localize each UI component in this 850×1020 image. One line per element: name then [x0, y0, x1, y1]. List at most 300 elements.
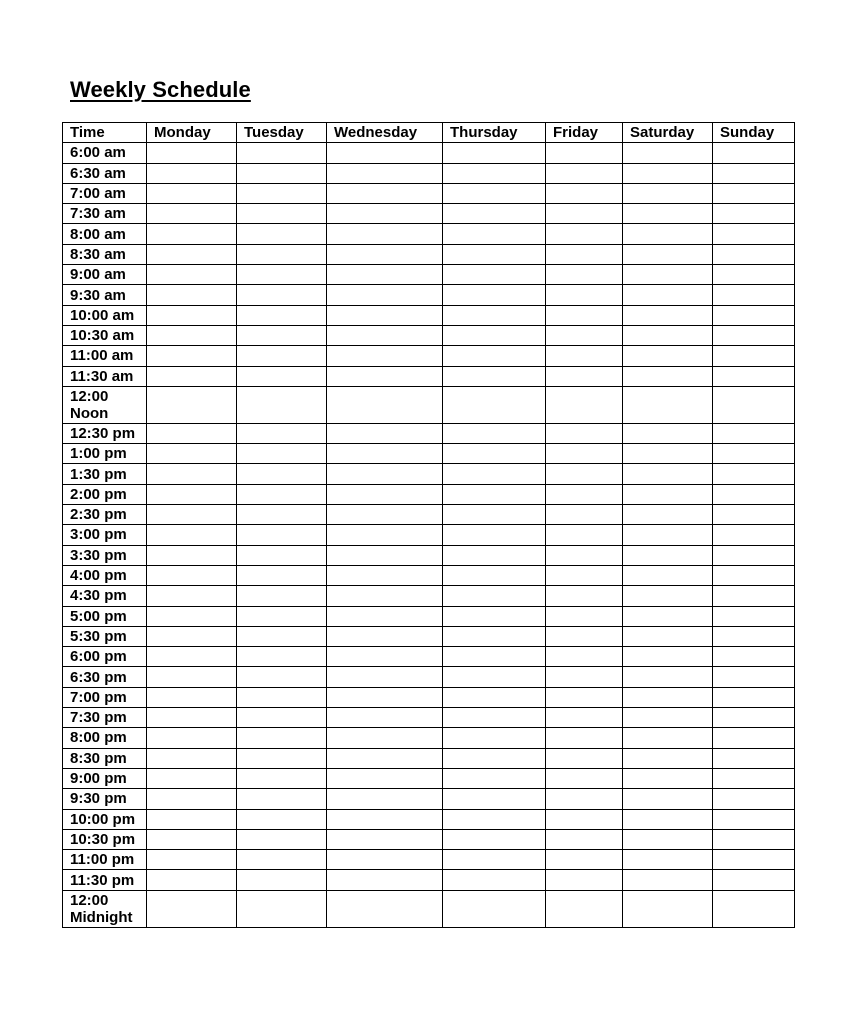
schedule-cell-friday[interactable]	[546, 183, 623, 203]
schedule-cell-tuesday[interactable]	[237, 183, 327, 203]
header-row	[63, 123, 795, 143]
schedule-cell-sunday[interactable]	[713, 809, 795, 829]
time-slot-label: 4:30 pm	[63, 586, 147, 606]
schedule-cell-wednesday[interactable]	[327, 565, 443, 585]
schedule-cell-tuesday[interactable]	[237, 505, 327, 525]
schedule-cell-wednesday[interactable]	[327, 305, 443, 325]
schedule-cell-thursday[interactable]	[443, 565, 546, 585]
schedule-cell-monday[interactable]	[147, 244, 237, 264]
schedule-cell-sunday[interactable]	[713, 565, 795, 585]
schedule-cell-saturday[interactable]	[623, 870, 713, 890]
schedule-cell-sunday[interactable]	[713, 265, 795, 285]
schedule-cell-saturday[interactable]	[623, 244, 713, 264]
schedule-row	[63, 444, 795, 464]
schedule-row	[63, 667, 795, 687]
schedule-cell-monday[interactable]	[147, 204, 237, 224]
schedule-cell-monday[interactable]	[147, 183, 237, 203]
schedule-cell-monday[interactable]	[147, 525, 237, 545]
schedule-cell-friday[interactable]	[546, 423, 623, 443]
schedule-cell-thursday[interactable]	[443, 204, 546, 224]
schedule-cell-saturday[interactable]	[623, 565, 713, 585]
schedule-cell-sunday[interactable]	[713, 606, 795, 626]
schedule-cell-tuesday[interactable]	[237, 386, 327, 423]
schedule-cell-saturday[interactable]	[623, 687, 713, 707]
schedule-row	[63, 183, 795, 203]
schedule-cell-monday[interactable]	[147, 667, 237, 687]
schedule-cell-wednesday[interactable]	[327, 626, 443, 646]
schedule-cell-saturday[interactable]	[623, 464, 713, 484]
schedule-cell-monday[interactable]	[147, 728, 237, 748]
time-slot-label: 11:30 pm	[63, 870, 147, 890]
schedule-cell-monday[interactable]	[147, 464, 237, 484]
schedule-cell-saturday[interactable]	[623, 265, 713, 285]
schedule-cell-thursday[interactable]	[443, 748, 546, 768]
schedule-cell-monday[interactable]	[147, 224, 237, 244]
schedule-cell-sunday[interactable]	[713, 143, 795, 163]
schedule-cell-wednesday[interactable]	[327, 606, 443, 626]
schedule-cell-monday[interactable]	[147, 626, 237, 646]
schedule-cell-thursday[interactable]	[443, 708, 546, 728]
schedule-cell-tuesday[interactable]	[237, 890, 327, 927]
schedule-cell-saturday[interactable]	[623, 829, 713, 849]
schedule-cell-monday[interactable]	[147, 545, 237, 565]
schedule-cell-monday[interactable]	[147, 748, 237, 768]
schedule-cell-monday[interactable]	[147, 890, 237, 927]
schedule-cell-sunday[interactable]	[713, 285, 795, 305]
schedule-cell-friday[interactable]	[546, 163, 623, 183]
schedule-cell-tuesday[interactable]	[237, 143, 327, 163]
schedule-cell-friday[interactable]	[546, 305, 623, 325]
schedule-cell-thursday[interactable]	[443, 325, 546, 345]
schedule-cell-saturday[interactable]	[623, 183, 713, 203]
schedule-cell-friday[interactable]	[546, 204, 623, 224]
schedule-cell-wednesday[interactable]	[327, 505, 443, 525]
page-title: Weekly Schedule	[70, 77, 251, 102]
schedule-cell-wednesday[interactable]	[327, 484, 443, 504]
schedule-cell-sunday[interactable]	[713, 444, 795, 464]
schedule-cell-tuesday[interactable]	[237, 346, 327, 366]
schedule-cell-sunday[interactable]	[713, 626, 795, 646]
schedule-cell-saturday[interactable]	[623, 606, 713, 626]
schedule-cell-sunday[interactable]	[713, 423, 795, 443]
schedule-cell-thursday[interactable]	[443, 586, 546, 606]
schedule-cell-tuesday[interactable]	[237, 748, 327, 768]
schedule-cell-monday[interactable]	[147, 850, 237, 870]
schedule-cell-thursday[interactable]	[443, 809, 546, 829]
schedule-cell-monday[interactable]	[147, 708, 237, 728]
schedule-cell-monday[interactable]	[147, 325, 237, 345]
schedule-cell-thursday[interactable]	[443, 606, 546, 626]
schedule-cell-monday[interactable]	[147, 305, 237, 325]
schedule-cell-saturday[interactable]	[623, 667, 713, 687]
schedule-row	[63, 423, 795, 443]
schedule-cell-friday[interactable]	[546, 224, 623, 244]
time-slot-label: 9:30 pm	[63, 789, 147, 809]
schedule-cell-sunday[interactable]	[713, 789, 795, 809]
schedule-cell-friday[interactable]	[546, 829, 623, 849]
schedule-cell-thursday[interactable]	[443, 545, 546, 565]
schedule-cell-saturday[interactable]	[623, 346, 713, 366]
schedule-cell-monday[interactable]	[147, 386, 237, 423]
schedule-cell-wednesday[interactable]	[327, 285, 443, 305]
schedule-cell-friday[interactable]	[546, 545, 623, 565]
schedule-cell-friday[interactable]	[546, 870, 623, 890]
schedule-cell-thursday[interactable]	[443, 647, 546, 667]
schedule-cell-thursday[interactable]	[443, 285, 546, 305]
schedule-cell-wednesday[interactable]	[327, 647, 443, 667]
schedule-cell-thursday[interactable]	[443, 163, 546, 183]
schedule-row	[63, 748, 795, 768]
schedule-cell-saturday[interactable]	[623, 525, 713, 545]
schedule-cell-wednesday[interactable]	[327, 423, 443, 443]
schedule-cell-friday[interactable]	[546, 444, 623, 464]
schedule-cell-sunday[interactable]	[713, 850, 795, 870]
schedule-cell-friday[interactable]	[546, 626, 623, 646]
schedule-cell-sunday[interactable]	[713, 183, 795, 203]
schedule-cell-sunday[interactable]	[713, 525, 795, 545]
schedule-cell-saturday[interactable]	[623, 484, 713, 504]
schedule-cell-saturday[interactable]	[623, 809, 713, 829]
schedule-cell-tuesday[interactable]	[237, 789, 327, 809]
schedule-cell-tuesday[interactable]	[237, 204, 327, 224]
schedule-cell-wednesday[interactable]	[327, 850, 443, 870]
schedule-cell-monday[interactable]	[147, 586, 237, 606]
schedule-cell-friday[interactable]	[546, 565, 623, 585]
schedule-cell-saturday[interactable]	[623, 789, 713, 809]
time-slot-label: 9:00 pm	[63, 768, 147, 788]
schedule-cell-wednesday[interactable]	[327, 545, 443, 565]
schedule-cell-monday[interactable]	[147, 505, 237, 525]
schedule-cell-thursday[interactable]	[443, 728, 546, 748]
schedule-cell-wednesday[interactable]	[327, 890, 443, 927]
schedule-cell-wednesday[interactable]	[327, 728, 443, 748]
schedule-cell-friday[interactable]	[546, 366, 623, 386]
schedule-cell-wednesday[interactable]	[327, 809, 443, 829]
schedule-cell-thursday[interactable]	[443, 224, 546, 244]
schedule-cell-thursday[interactable]	[443, 505, 546, 525]
schedule-cell-tuesday[interactable]	[237, 265, 327, 285]
schedule-cell-wednesday[interactable]	[327, 444, 443, 464]
schedule-cell-tuesday[interactable]	[237, 647, 327, 667]
schedule-cell-saturday[interactable]	[623, 728, 713, 748]
time-slot-label: 12:00 Noon	[63, 386, 147, 423]
schedule-cell-wednesday[interactable]	[327, 525, 443, 545]
schedule-cell-saturday[interactable]	[623, 444, 713, 464]
schedule-cell-monday[interactable]	[147, 423, 237, 443]
schedule-cell-friday[interactable]	[546, 325, 623, 345]
schedule-cell-sunday[interactable]	[713, 484, 795, 504]
schedule-cell-wednesday[interactable]	[327, 224, 443, 244]
schedule-row	[63, 525, 795, 545]
schedule-cell-thursday[interactable]	[443, 484, 546, 504]
schedule-cell-tuesday[interactable]	[237, 244, 327, 264]
time-slot-label: 11:30 am	[63, 366, 147, 386]
schedule-cell-wednesday[interactable]	[327, 386, 443, 423]
schedule-cell-wednesday[interactable]	[327, 829, 443, 849]
schedule-cell-thursday[interactable]	[443, 687, 546, 707]
schedule-cell-thursday[interactable]	[443, 525, 546, 545]
time-slot-label: 10:00 pm	[63, 809, 147, 829]
schedule-cell-tuesday[interactable]	[237, 728, 327, 748]
schedule-row	[63, 626, 795, 646]
time-slot-label: 10:00 am	[63, 305, 147, 325]
schedule-cell-thursday[interactable]	[443, 667, 546, 687]
schedule-row	[63, 890, 795, 927]
schedule-row	[63, 163, 795, 183]
schedule-cell-friday[interactable]	[546, 708, 623, 728]
schedule-cell-monday[interactable]	[147, 565, 237, 585]
schedule-cell-sunday[interactable]	[713, 163, 795, 183]
time-slot-label: 7:00 pm	[63, 687, 147, 707]
schedule-cell-friday[interactable]	[546, 285, 623, 305]
schedule-cell-monday[interactable]	[147, 789, 237, 809]
schedule-cell-friday[interactable]	[546, 890, 623, 927]
schedule-cell-sunday[interactable]	[713, 305, 795, 325]
schedule-cell-friday[interactable]	[546, 768, 623, 788]
column-header-monday: Monday	[147, 123, 237, 143]
schedule-cell-thursday[interactable]	[443, 850, 546, 870]
schedule-cell-saturday[interactable]	[623, 890, 713, 927]
schedule-cell-sunday[interactable]	[713, 667, 795, 687]
time-slot-label: 7:30 pm	[63, 708, 147, 728]
time-slot-label: 8:30 am	[63, 244, 147, 264]
schedule-cell-monday[interactable]	[147, 366, 237, 386]
schedule-row	[63, 265, 795, 285]
schedule-cell-tuesday[interactable]	[237, 829, 327, 849]
schedule-cell-saturday[interactable]	[623, 545, 713, 565]
schedule-cell-tuesday[interactable]	[237, 687, 327, 707]
schedule-cell-saturday[interactable]	[623, 143, 713, 163]
time-slot-label: 6:30 pm	[63, 667, 147, 687]
schedule-cell-thursday[interactable]	[443, 768, 546, 788]
schedule-cell-friday[interactable]	[546, 748, 623, 768]
schedule-cell-wednesday[interactable]	[327, 143, 443, 163]
schedule-cell-tuesday[interactable]	[237, 809, 327, 829]
schedule-row	[63, 850, 795, 870]
schedule-cell-sunday[interactable]	[713, 687, 795, 707]
schedule-cell-sunday[interactable]	[713, 829, 795, 849]
schedule-cell-thursday[interactable]	[443, 366, 546, 386]
schedule-cell-tuesday[interactable]	[237, 464, 327, 484]
schedule-cell-tuesday[interactable]	[237, 586, 327, 606]
schedule-cell-sunday[interactable]	[713, 748, 795, 768]
schedule-cell-thursday[interactable]	[443, 183, 546, 203]
schedule-cell-sunday[interactable]	[713, 586, 795, 606]
schedule-cell-thursday[interactable]	[443, 423, 546, 443]
schedule-cell-monday[interactable]	[147, 809, 237, 829]
schedule-cell-sunday[interactable]	[713, 204, 795, 224]
schedule-cell-sunday[interactable]	[713, 870, 795, 890]
schedule-cell-saturday[interactable]	[623, 285, 713, 305]
schedule-cell-friday[interactable]	[546, 386, 623, 423]
schedule-cell-saturday[interactable]	[623, 708, 713, 728]
schedule-cell-saturday[interactable]	[623, 366, 713, 386]
schedule-cell-tuesday[interactable]	[237, 606, 327, 626]
schedule-cell-sunday[interactable]	[713, 346, 795, 366]
schedule-cell-monday[interactable]	[147, 265, 237, 285]
schedule-cell-tuesday[interactable]	[237, 444, 327, 464]
schedule-cell-wednesday[interactable]	[327, 748, 443, 768]
schedule-cell-monday[interactable]	[147, 346, 237, 366]
schedule-row	[63, 386, 795, 423]
schedule-cell-saturday[interactable]	[623, 386, 713, 423]
schedule-row	[63, 285, 795, 305]
schedule-cell-tuesday[interactable]	[237, 545, 327, 565]
schedule-cell-monday[interactable]	[147, 647, 237, 667]
schedule-cell-saturday[interactable]	[623, 163, 713, 183]
schedule-cell-sunday[interactable]	[713, 708, 795, 728]
schedule-cell-wednesday[interactable]	[327, 204, 443, 224]
schedule-cell-friday[interactable]	[546, 728, 623, 748]
schedule-cell-thursday[interactable]	[443, 346, 546, 366]
schedule-cell-sunday[interactable]	[713, 244, 795, 264]
schedule-cell-friday[interactable]	[546, 667, 623, 687]
schedule-cell-thursday[interactable]	[443, 890, 546, 927]
schedule-cell-saturday[interactable]	[623, 647, 713, 667]
schedule-cell-saturday[interactable]	[623, 325, 713, 345]
schedule-cell-sunday[interactable]	[713, 545, 795, 565]
schedule-row	[63, 789, 795, 809]
schedule-cell-saturday[interactable]	[623, 626, 713, 646]
schedule-cell-friday[interactable]	[546, 525, 623, 545]
schedule-cell-sunday[interactable]	[713, 386, 795, 423]
time-slot-label: 8:00 pm	[63, 728, 147, 748]
schedule-cell-thursday[interactable]	[443, 265, 546, 285]
schedule-cell-monday[interactable]	[147, 285, 237, 305]
schedule-cell-friday[interactable]	[546, 265, 623, 285]
schedule-cell-saturday[interactable]	[623, 505, 713, 525]
schedule-cell-tuesday[interactable]	[237, 565, 327, 585]
schedule-cell-sunday[interactable]	[713, 505, 795, 525]
schedule-cell-wednesday[interactable]	[327, 464, 443, 484]
schedule-cell-tuesday[interactable]	[237, 850, 327, 870]
schedule-row	[63, 143, 795, 163]
schedule-cell-friday[interactable]	[546, 586, 623, 606]
schedule-row	[63, 545, 795, 565]
schedule-cell-sunday[interactable]	[713, 464, 795, 484]
schedule-cell-wednesday[interactable]	[327, 265, 443, 285]
schedule-cell-sunday[interactable]	[713, 728, 795, 748]
schedule-cell-tuesday[interactable]	[237, 305, 327, 325]
schedule-cell-friday[interactable]	[546, 346, 623, 366]
schedule-cell-thursday[interactable]	[443, 829, 546, 849]
schedule-cell-thursday[interactable]	[443, 444, 546, 464]
time-slot-label: 6:00 am	[63, 143, 147, 163]
time-slot-label: 6:30 am	[63, 163, 147, 183]
schedule-cell-tuesday[interactable]	[237, 768, 327, 788]
schedule-cell-friday[interactable]	[546, 244, 623, 264]
schedule-cell-sunday[interactable]	[713, 366, 795, 386]
schedule-cell-thursday[interactable]	[443, 626, 546, 646]
schedule-cell-wednesday[interactable]	[327, 346, 443, 366]
schedule-cell-monday[interactable]	[147, 687, 237, 707]
schedule-cell-friday[interactable]	[546, 143, 623, 163]
schedule-cell-wednesday[interactable]	[327, 244, 443, 264]
schedule-cell-thursday[interactable]	[443, 305, 546, 325]
schedule-cell-friday[interactable]	[546, 789, 623, 809]
schedule-cell-wednesday[interactable]	[327, 870, 443, 890]
schedule-cell-friday[interactable]	[546, 687, 623, 707]
schedule-cell-wednesday[interactable]	[327, 586, 443, 606]
schedule-cell-wednesday[interactable]	[327, 768, 443, 788]
schedule-cell-tuesday[interactable]	[237, 163, 327, 183]
schedule-cell-monday[interactable]	[147, 768, 237, 788]
schedule-cell-friday[interactable]	[546, 606, 623, 626]
schedule-cell-monday[interactable]	[147, 143, 237, 163]
schedule-cell-monday[interactable]	[147, 163, 237, 183]
schedule-cell-friday[interactable]	[546, 809, 623, 829]
schedule-cell-tuesday[interactable]	[237, 366, 327, 386]
schedule-cell-thursday[interactable]	[443, 143, 546, 163]
schedule-cell-monday[interactable]	[147, 870, 237, 890]
schedule-cell-wednesday[interactable]	[327, 183, 443, 203]
schedule-cell-sunday[interactable]	[713, 647, 795, 667]
schedule-cell-tuesday[interactable]	[237, 667, 327, 687]
schedule-cell-thursday[interactable]	[443, 386, 546, 423]
time-slot-label: 3:30 pm	[63, 545, 147, 565]
schedule-cell-monday[interactable]	[147, 484, 237, 504]
schedule-cell-monday[interactable]	[147, 444, 237, 464]
schedule-cell-saturday[interactable]	[623, 748, 713, 768]
schedule-cell-wednesday[interactable]	[327, 687, 443, 707]
schedule-cell-friday[interactable]	[546, 647, 623, 667]
schedule-cell-sunday[interactable]	[713, 890, 795, 927]
schedule-cell-thursday[interactable]	[443, 789, 546, 809]
schedule-cell-sunday[interactable]	[713, 224, 795, 244]
schedule-row	[63, 870, 795, 890]
schedule-cell-tuesday[interactable]	[237, 325, 327, 345]
schedule-cell-saturday[interactable]	[623, 305, 713, 325]
schedule-cell-thursday[interactable]	[443, 464, 546, 484]
schedule-cell-saturday[interactable]	[623, 423, 713, 443]
schedule-cell-friday[interactable]	[546, 464, 623, 484]
schedule-cell-tuesday[interactable]	[237, 626, 327, 646]
schedule-cell-sunday[interactable]	[713, 325, 795, 345]
schedule-cell-saturday[interactable]	[623, 850, 713, 870]
schedule-cell-saturday[interactable]	[623, 224, 713, 244]
schedule-row	[63, 829, 795, 849]
schedule-cell-friday[interactable]	[546, 850, 623, 870]
schedule-cell-tuesday[interactable]	[237, 423, 327, 443]
schedule-cell-monday[interactable]	[147, 606, 237, 626]
schedule-cell-saturday[interactable]	[623, 204, 713, 224]
schedule-cell-monday[interactable]	[147, 829, 237, 849]
schedule-cell-tuesday[interactable]	[237, 285, 327, 305]
time-slot-label: 11:00 am	[63, 346, 147, 366]
schedule-cell-tuesday[interactable]	[237, 224, 327, 244]
schedule-cell-wednesday[interactable]	[327, 163, 443, 183]
schedule-cell-saturday[interactable]	[623, 768, 713, 788]
schedule-cell-thursday[interactable]	[443, 244, 546, 264]
schedule-cell-sunday[interactable]	[713, 768, 795, 788]
column-header-time: Time	[63, 123, 147, 143]
schedule-cell-wednesday[interactable]	[327, 789, 443, 809]
schedule-cell-wednesday[interactable]	[327, 366, 443, 386]
schedule-cell-tuesday[interactable]	[237, 708, 327, 728]
schedule-row	[63, 809, 795, 829]
schedule-cell-wednesday[interactable]	[327, 708, 443, 728]
schedule-cell-saturday[interactable]	[623, 586, 713, 606]
schedule-cell-friday[interactable]	[546, 484, 623, 504]
schedule-cell-wednesday[interactable]	[327, 667, 443, 687]
schedule-cell-tuesday[interactable]	[237, 870, 327, 890]
schedule-cell-thursday[interactable]	[443, 870, 546, 890]
schedule-cell-friday[interactable]	[546, 505, 623, 525]
column-header-thursday: Thursday	[443, 123, 546, 143]
schedule-cell-tuesday[interactable]	[237, 525, 327, 545]
schedule-cell-wednesday[interactable]	[327, 325, 443, 345]
schedule-cell-tuesday[interactable]	[237, 484, 327, 504]
